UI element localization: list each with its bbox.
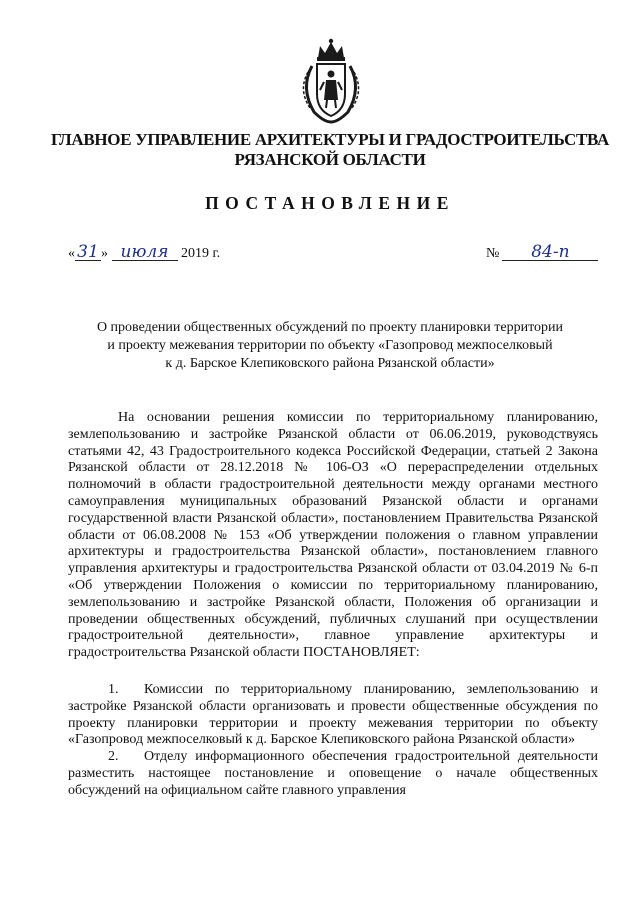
resolution-item-1: [68, 682, 598, 749]
quote-open: «: [68, 246, 75, 261]
document-type-heading: ПОСТАНОВЛЕНИЕ: [205, 193, 455, 213]
preamble-paragraph: На основании решения комиссии по территориальному планированию, землепользованию и застройке Рязанской области от 06.06.2019, руководствуясь статьями 42, 43 Градостроительного кодекса Российской Федерации, статьей 2 Закона Рязанской области от 28.12.2018 № 106-ОЗ «О перераспределении отдельных полномочий в области градостроительной деятельности между органами местного самоуправления муниципальных образований Рязанской области и органами государственной власти Рязанской области», постановлением Правительства Рязанской области от 06.08.2008 № 153 «Об утверждении положения о главном управлении архитектуры и градостроительства Рязанской области», постановлением главного управления архитектуры и градостроительства Рязанской области от 03.04.2019 № 6-п «Об утверждении Положения о комиссии по территориальному планированию, землепользованию и застройке Рязанской области, Положения об организации и проведении общественных обсуждений, публичных слушаний при осуществлении градостроительной деятельности», главное управление архитектуры и градостроительства Рязанской области ПОСТАНОВЛЯЕТ:: [68, 410, 598, 661]
subject-line-3: к д. Барское Клепиковского района Рязанской области»: [165, 356, 495, 371]
document-body: [68, 410, 598, 800]
subject-line-2: и проекту межевания территории по объекту «Газопровод межпоселковый: [107, 338, 553, 353]
authority-name-line-2: РЯЗАНСКОЙ ОБЛАСТИ: [234, 150, 426, 169]
document-subject: [60, 319, 600, 373]
document-date: [68, 244, 220, 262]
resolution-item-2: [68, 749, 598, 799]
quote-close: »: [101, 246, 108, 261]
item-text: Комиссии по территориальному планированию, землепользованию и застройке Рязанской области организовать и провести общественные обсуждения по проекту планировки территории и проекту межевания территории по объекту «Газопровод межпоселковый к д. Барское Клепиковского района Рязанской области»: [68, 681, 598, 748]
handwritten-number: 84-п: [502, 244, 598, 261]
handwritten-month: июля: [112, 244, 178, 261]
document-number: [486, 244, 598, 262]
number-label: №: [486, 246, 500, 261]
authority-name-line-1: ГЛАВНОЕ УПРАВЛЕНИЕ АРХИТЕКТУРЫ И ГРАДОСТРОИТЕЛЬСТВА: [51, 130, 609, 149]
subject-line-1: О проведении общественных обсуждений по проекту планировки территории: [96, 320, 564, 335]
coat-of-arms-icon: [294, 38, 368, 124]
item-number: 1.: [108, 681, 119, 697]
handwritten-day: 31: [75, 244, 101, 261]
document-year: 2019 г.: [181, 246, 221, 261]
item-text: Отделу информационного обеспечения градостроительной деятельности разместить настоящее постановление и оповещение о начале общественных обсуждений на официальном сайте главного управления: [68, 749, 598, 798]
item-number: 2.: [108, 749, 119, 765]
